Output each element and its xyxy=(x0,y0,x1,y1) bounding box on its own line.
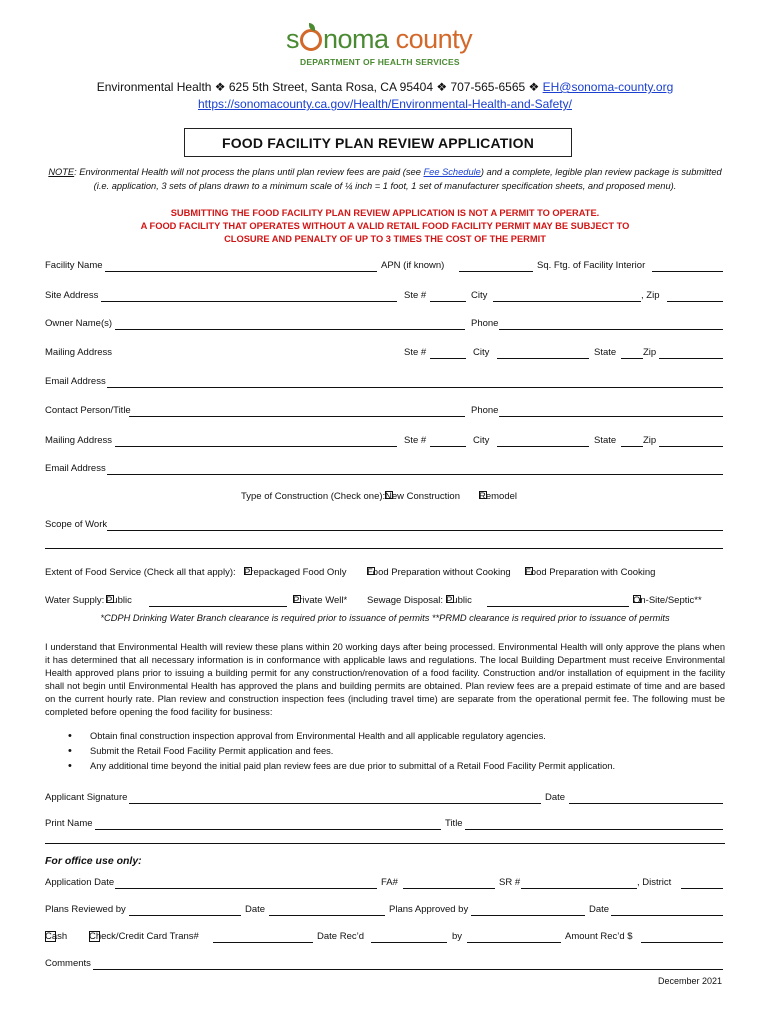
amount-received-label: Amount Rec’d $ xyxy=(565,931,633,942)
reviewed-date-label: Date xyxy=(245,904,266,915)
list-item: • Any additional time beyond the initial paid plan review fees are due prior to submittal of a Retail Food Facility Permit application. xyxy=(68,761,718,776)
district-label: , District xyxy=(637,877,672,888)
application-date-row xyxy=(45,877,725,891)
state-label: State xyxy=(594,347,617,358)
remodel-label: Remodel xyxy=(479,491,518,502)
ste-label: Ste # xyxy=(404,347,427,358)
owner-mailing-field[interactable] xyxy=(115,347,397,358)
office-use-heading: For office use only: xyxy=(45,855,142,867)
title-field[interactable] xyxy=(465,818,723,830)
apn-field[interactable] xyxy=(459,260,533,272)
sqft-label: Sq. Ftg. of Facility Interior xyxy=(537,260,646,271)
scope-label: Scope of Work xyxy=(45,519,108,530)
applicant-signature-field[interactable] xyxy=(129,792,541,804)
owner-label: Owner Name(s) xyxy=(45,318,113,329)
facility-row xyxy=(45,260,725,274)
email-label: Email Address xyxy=(45,463,106,474)
cash-label: Cash xyxy=(45,931,68,942)
extent-label: Extent of Food Service (Check all that apply): xyxy=(45,567,236,578)
site-city-field[interactable] xyxy=(493,290,641,302)
amount-received-field[interactable] xyxy=(641,931,723,943)
print-name-row xyxy=(45,818,725,832)
owner-city-field[interactable] xyxy=(497,347,589,359)
revision-date: December 2021 xyxy=(657,976,722,986)
contact-state-field[interactable] xyxy=(621,435,643,447)
city-label: City xyxy=(471,290,488,301)
clearance-note: *CDPH Drinking Water Branch clearance is required prior to issuance of permits **PRMD clearance is required prior to issuance of permits xyxy=(100,613,670,623)
signature-date-label: Date xyxy=(545,792,566,803)
site-zip-field[interactable] xyxy=(667,290,723,302)
new-construction-label: New Construction xyxy=(385,491,460,502)
zip-label: , Zip xyxy=(641,290,660,301)
mailing-label: Mailing Address xyxy=(45,347,113,358)
site-address-row xyxy=(45,290,725,304)
comments-field[interactable] xyxy=(93,958,723,970)
note-line-2: (i.e. application, 3 sets of plans drawn to a minimum scale of ¼ inch = 1 foot, 1 set of manufacturer specification sheets, and proposed menu). xyxy=(93,181,677,191)
url-line xyxy=(0,97,770,111)
date-received-label: Date Rec’d xyxy=(317,931,364,942)
title-label: Title xyxy=(445,818,463,829)
contact-email-field[interactable] xyxy=(107,463,723,475)
owner-mailing-row xyxy=(45,347,725,361)
contact-zip-field[interactable] xyxy=(659,435,723,447)
onsite-septic-label: On-Site/Septic** xyxy=(633,595,702,606)
sqft-field[interactable] xyxy=(652,260,723,272)
signature-date-field[interactable] xyxy=(569,792,723,804)
construction-type-label: Type of Construction (Check one): xyxy=(241,491,386,502)
plans-reviewed-row xyxy=(45,904,725,918)
water-supply-label: Water Supply: xyxy=(45,595,105,606)
contact-email-row xyxy=(45,463,725,477)
sr-label: SR # xyxy=(499,877,521,888)
zip-label: Zip xyxy=(643,347,657,358)
construction-type-row xyxy=(45,491,725,505)
ste-label: Ste # xyxy=(404,290,427,301)
reviewed-by-field[interactable] xyxy=(129,904,241,916)
website-link[interactable]: https://sonomacounty.ca.gov/Health/Environmental-Health-and-Safety/ xyxy=(198,97,572,111)
list-item: • Submit the Retail Food Facility Permit application and fees. xyxy=(68,746,718,761)
contact-mailing-row xyxy=(45,435,725,449)
note-label: NOTE xyxy=(48,167,75,177)
scope-row xyxy=(45,519,725,533)
reviewed-date-field[interactable] xyxy=(269,904,385,916)
application-date-field[interactable] xyxy=(115,877,377,889)
ste-label: Ste # xyxy=(404,435,427,446)
owner-ste-field[interactable] xyxy=(430,347,466,359)
city-label: City xyxy=(473,435,490,446)
applicant-signature-label: Applicant Signature xyxy=(45,792,128,803)
sewage-label: Sewage Disposal: xyxy=(367,595,444,606)
sonoma-county-logo xyxy=(286,24,473,74)
phone-label: Phone xyxy=(471,318,499,329)
owner-email-field[interactable] xyxy=(107,376,723,388)
contact-field[interactable] xyxy=(129,405,465,417)
email-link[interactable]: EH@sonoma-county.org xyxy=(542,80,674,94)
water-sewage-row xyxy=(45,595,725,609)
date-received-field[interactable] xyxy=(371,931,447,943)
office-divider xyxy=(45,843,725,844)
warning-line-2: A FOOD FACILITY THAT OPERATES WITHOUT A VALID RETAIL FOOD FACILITY PERMIT MAY BE SUBJECT TO xyxy=(140,221,630,231)
phone-label: Phone xyxy=(471,405,499,416)
mailing-label: Mailing Address xyxy=(45,435,113,446)
approved-date-field[interactable] xyxy=(611,904,723,916)
terms-paragraph: I understand that Environmental Health will review these plans within 20 working days after being processed. Environmental Health will only approve the plans when it has determined that all necessary information is in conformance with applicable laws and regulations. The local Building Department must receive Environmental Health approved plans prior to issuing a building permit for any construction/renovation of a food facility. Construction and/or installation of equipment in the facility shall not begin until Environmental Health has approved the plans and building permits are obtained. Plan review fees are a prepaid estimate of time and are based on the current hourly rate. Plan review and construction inspection fees (including travel time) are separate from the operational permit fee. The following must be completed before opening the food facility for business: xyxy=(45,642,725,717)
prep-without-label: Food Preparation without Cooking xyxy=(367,567,511,578)
warning-line-3: CLOSURE AND PENALTY OF UP TO 3 TIMES THE COST OF THE PERMIT xyxy=(224,234,546,244)
private-well-label: Private Well* xyxy=(293,595,348,606)
requirements-list xyxy=(68,731,718,776)
contact-phone-field[interactable] xyxy=(499,405,723,417)
contact-line xyxy=(0,80,770,94)
site-ste-field[interactable] xyxy=(430,290,466,302)
site-address-label: Site Address xyxy=(45,290,99,301)
owner-state-field[interactable] xyxy=(621,347,643,359)
list-item: • Obtain final construction inspection approval from Environmental Health and all applicable regulatory agencies. xyxy=(68,731,718,746)
city-label: City xyxy=(473,347,490,358)
scope-field-2[interactable] xyxy=(45,537,723,549)
facility-name-label: Facility Name xyxy=(45,260,103,271)
logo-wordmark: s noma county xyxy=(286,24,473,54)
logo-subtitle: DEPARTMENT OF HEALTH SERVICES xyxy=(300,57,460,67)
prepackaged-label: Prepackaged Food Only xyxy=(244,567,347,578)
approved-by-field[interactable] xyxy=(471,904,585,916)
apn-label: APN (if known) xyxy=(381,260,445,271)
approved-by-label: Plans Approved by xyxy=(389,904,469,915)
form-title: FOOD FACILITY PLAN REVIEW APPLICATION xyxy=(184,128,572,157)
contact-row xyxy=(45,405,725,419)
check-credit-label: Check/Credit Card Trans# xyxy=(89,931,199,942)
note-line-1 xyxy=(0,167,770,177)
comments-row xyxy=(45,958,725,972)
sewage-public-field[interactable] xyxy=(487,595,629,607)
application-date-label: Application Date xyxy=(45,877,115,888)
apple-icon xyxy=(300,29,322,51)
zip-label: Zip xyxy=(643,435,657,446)
food-service-row xyxy=(45,567,725,581)
by-label: by xyxy=(452,931,463,942)
district-field[interactable] xyxy=(681,877,723,889)
fa-field[interactable] xyxy=(403,877,495,889)
contact-ste-field[interactable] xyxy=(430,435,466,447)
water-public-field[interactable] xyxy=(149,595,287,607)
owner-email-row xyxy=(45,376,725,390)
reviewed-by-label: Plans Reviewed by xyxy=(45,904,126,915)
prep-with-label: Food Preparation with Cooking xyxy=(525,567,656,578)
approved-date-label: Date xyxy=(589,904,610,915)
scope-row-2 xyxy=(45,537,725,551)
fa-label: FA# xyxy=(381,877,398,888)
scope-field-1[interactable] xyxy=(107,519,723,531)
print-name-field[interactable] xyxy=(95,818,441,830)
received-by-field[interactable] xyxy=(467,931,561,943)
contact-city-field[interactable] xyxy=(497,435,589,447)
sr-field[interactable] xyxy=(521,877,637,889)
owner-phone-field[interactable] xyxy=(499,318,723,330)
sewage-public-label: Public xyxy=(446,595,472,606)
contact-label: Contact Person/Title xyxy=(45,405,131,416)
note-text-b: ) and a complete, legible plan review package is submitted xyxy=(480,167,722,177)
comments-label: Comments xyxy=(45,958,91,969)
print-name-label: Print Name xyxy=(45,818,93,829)
fee-schedule-link[interactable]: Fee Schedule xyxy=(423,167,481,177)
site-address-field[interactable] xyxy=(101,290,397,302)
signature-row xyxy=(45,792,725,806)
owner-name-field[interactable] xyxy=(115,318,465,330)
email-label: Email Address xyxy=(45,376,106,387)
owner-row xyxy=(45,318,725,332)
warning-line-1: SUBMITTING THE FOOD FACILITY PLAN REVIEW APPLICATION IS NOT A PERMIT TO OPERATE. xyxy=(170,208,600,218)
owner-zip-field[interactable] xyxy=(659,347,723,359)
state-label: State xyxy=(594,435,617,446)
facility-name-field[interactable] xyxy=(105,260,377,272)
note-text-a: : Environmental Health will not process the plans until plan review fees are paid (see xyxy=(74,167,424,177)
trans-number-field[interactable] xyxy=(213,931,313,943)
payment-row xyxy=(45,931,725,945)
water-public-label: Public xyxy=(106,595,132,606)
contact-mailing-field[interactable] xyxy=(115,435,397,447)
address-text: Environmental Health ❖ 625 5th Street, Santa Rosa, CA 95404 ❖ 707-565-6565 ❖ xyxy=(96,80,543,94)
